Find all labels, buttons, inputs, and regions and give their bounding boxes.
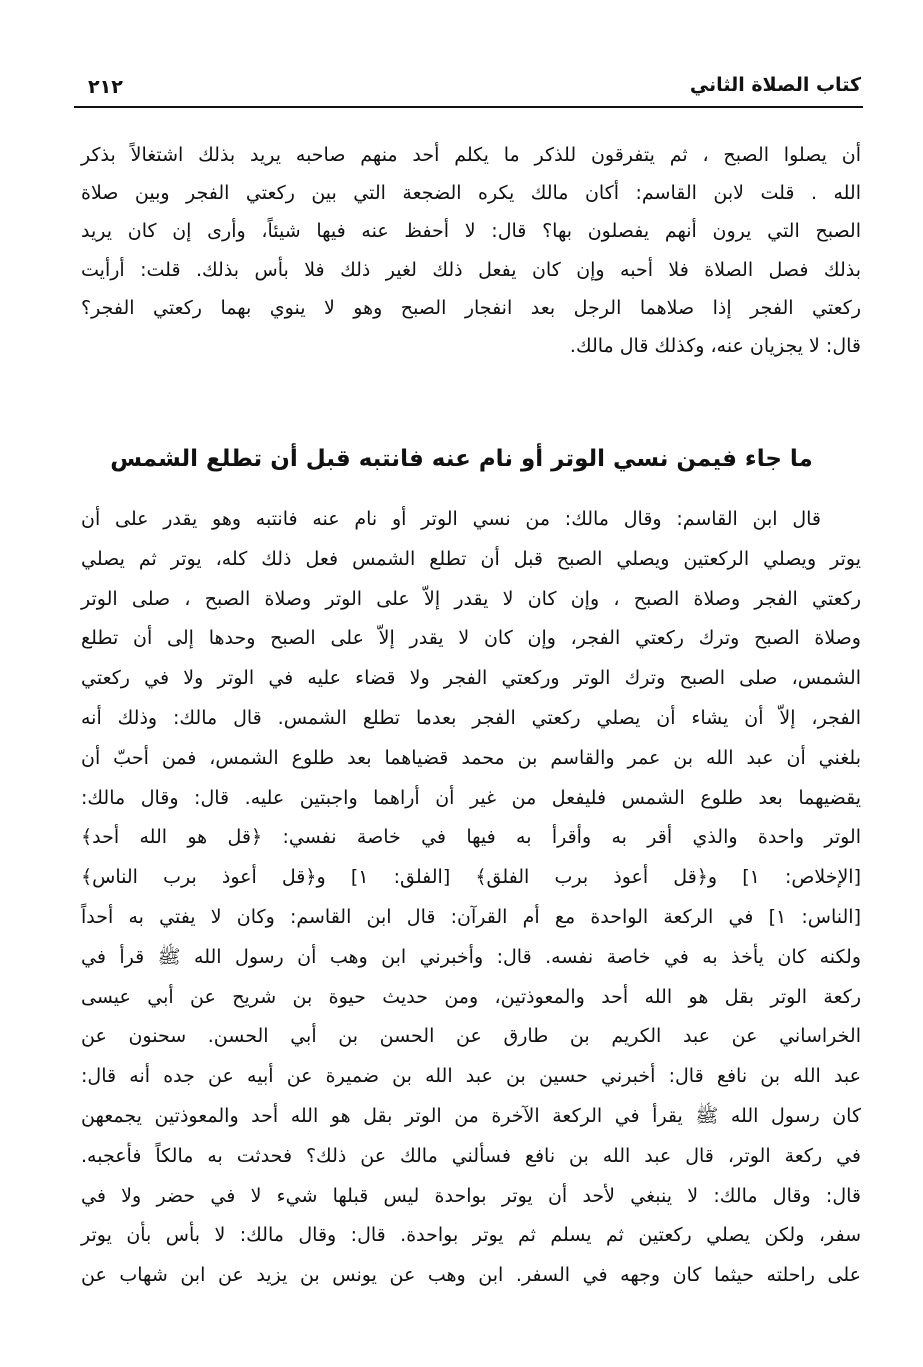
text-line-content: قال: لا يجزيان عنه، وكذلك قال مالك. [569,335,861,357]
text-line-content: قال ابن القاسم: وقال مالك: من نسي الوتر أو نام عنه فانتبه وهو يقدر على أن [81,508,821,530]
text-line [81,176,861,210]
text-line [81,582,861,616]
text-line [81,1059,861,1093]
text-line-content: الوتر واحدة والذي أقر به وأقرأ به فيها في خاصة نفسي: ﴿قل هو الله أحد﴾ [81,826,861,849]
text-line-content: يوتر ويصلي الركعتين ويصلي الصبح قبل أن تطلع الشمس فعل ذلك كله، يوتر ثم يصلي [81,547,861,570]
text-line-content: ركعتي الفجر إذا صلاهما الرجل بعد انفجار الصبح وهو لا ينوي بهما ركعتي الفجر؟ [81,296,861,319]
text-line [81,291,861,325]
text-line [81,940,861,974]
text-line-content: كان رسول الله ﷺ يقرأ في الركعة الآخرة من الوتر بقل هو الله أحد والمعوذتين يجمعهن [81,1105,861,1127]
text-line-content: على راحلته حيثما كان وجهه في السفر. ابن وهب عن يونس بن يزيد عن ابن شهاب عن [81,1264,861,1287]
section-title: ما جاء فيمن نسي الوتر أو نام عنه فانتبه قبل أن تطلع الشمس [110,446,813,472]
text-line-content: ركعتي الفجر وصلاة الصبح ، وإن كان لا يقدر إلاّ على الوتر وصلاة الصبح ، صلى الوتر [81,587,861,610]
text-line-content: أن يصلوا الصبح ، ثم يتفرقون للذكر ما يكلم أحد منهم صاحبه يريد بذلك اشتغالاً بذكر [81,144,861,166]
text-line [81,701,861,735]
text-line [81,138,861,172]
page-number: ٢١٢ [88,76,123,98]
header-rule [74,106,863,108]
text-line [81,1258,861,1292]
text-line [81,781,861,815]
text-line [81,621,861,655]
text-line-content: قال: وقال مالك: لا ينبغي لأحد أن يوتر بواحدة ليس قبلها شيء لا في حضر ولا في [81,1184,861,1207]
text-line [81,1099,861,1133]
text-line [81,661,861,695]
running-header-title: كتاب الصلاة الثاني [689,74,861,96]
text-line-content: الشمس، صلى الصبح وترك الوتر وركعتي الفجر ولا قضاء عليه في الوتر ولا في ركعتي [81,667,861,690]
text-line-content: في ركعة الوتر، قال عبد الله بن نافع فسألني مالك عن ذلك؟ فحدثت به مالكاً فأعجبه. [81,1144,861,1167]
text-line-content: الله . قلت لابن القاسم: أكان مالك يكره الضجعة التي بين ركعتي الفجر وبين صلاة [81,182,861,205]
text-line-content: ولكنه كان يأخذ به في خاصة نفسه. قال: وأخبرني ابن وهب أن رسول الله ﷺ قرأ في [81,945,861,968]
text-line-content: عبد الله بن نافع قال: أخبرني حسين بن عبد الله بن ضميرة عن أبيه عن جده أنه قال: [81,1065,861,1088]
text-line [81,542,861,576]
text-line [81,502,821,536]
text-line [81,214,861,248]
text-line [81,1019,861,1053]
text-line [81,329,861,363]
text-line-content: الصبح التي يرون أنهم يفصلون بها؟ قال: لا أحفظ عنه فيها شيئاً، وأرى إن كان يريد [81,220,861,243]
text-line-content: الفجر، إلاّ أن يشاء أن يصلي ركعتي الفجر بعدما تطلع الشمس. قال مالك: وذلك أنه [81,707,861,729]
text-line-content: بلغني أن عبد الله بن عمر والقاسم بن محمد قضياهما بعد طلوع الشمس، فمن أحبّ أن [81,746,861,769]
text-line-content: [الناس: ١] في الركعة الواحدة مع أم القرآن: قال ابن القاسم: وكان لا يفتي به أحداً [81,906,861,928]
text-line-content: ركعة الوتر بقل هو الله أحد والمعوذتين، ومن حديث حيوة بن شريح عن أبي عيسى [81,985,861,1008]
text-line [81,253,861,287]
text-line-content: بذلك فصل الصلاة فلا أحبه وإن كان يفعل ذلك لغير ذلك فلا بأس بذلك. قلت: أرأيت [81,258,861,281]
text-line-content: سفر، ولكن يصلي ركعتين ثم يسلم ثم يوتر بواحدة. قال: وقال مالك: لا بأس بأن يوتر [81,1224,861,1247]
text-line [81,1218,861,1252]
text-line [81,1179,861,1213]
text-line [81,741,861,775]
text-line-content: [الإخلاص: ١] و﴿قل أعوذ برب الفلق﴾ [الفلق: ١] و﴿قل أعوذ برب الناس﴾ [81,866,861,889]
text-line [81,820,861,854]
text-line-content: وصلاة الصبح وترك ركعتي الفجر، وإن كان لا يقدر إلاّ على الصبح وحدها إلى أن تطلع [81,627,861,650]
text-line [81,860,861,894]
text-line [81,980,861,1014]
text-line-content: يقضيهما بعد طلوع الشمس فليفعل من غير أن أراهما واجبتين عليه. قال: وقال مالك: [81,786,861,809]
text-line [81,1139,861,1173]
text-line [81,900,861,934]
text-line-content: الخراساني عن عبد الكريم بن طارق عن الحسن بن أبي الحسن. سحنون عن [81,1025,861,1048]
